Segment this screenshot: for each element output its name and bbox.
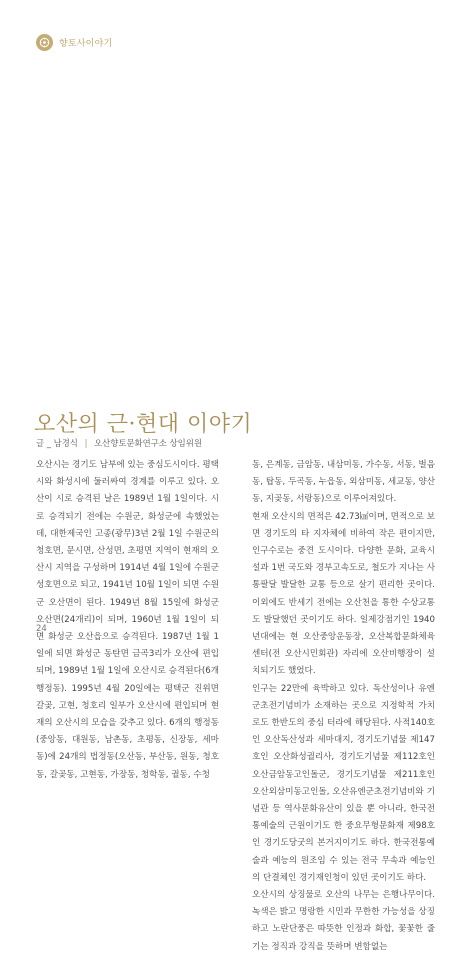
paragraph: 동, 은계동, 금암동, 내삼미동, 가수동, 서동, 벌음동, 탑동, 두곡동, 누읍동, 외삼미동, 세교동, 양산동, 지곶동, 서랑동)으로 이루어져있다. [252,460,435,505]
byline-author: 남경식 [53,438,78,448]
article-title: 오산의 근·현대 이야기 [34,412,253,437]
byline-separator: | [84,438,88,448]
section-name: 향토사이야기 [59,39,113,49]
paragraph: 오산시는 경기도 남부에 있는 중심도시이다. 평택시와 화성시에 둘러싸여 경계를 이루고 있다. 오산이 시로 승격된 날은 1989년 1월 1일이다. 시로 승격되기 전에는 수원군, 화성군에 속했었는데, 대한제국인 고종(광무)3년 2월 1일 수원군의 청호면, 문시면, 산성면, 초평면 지역이 현재의 오산시 지역을 구성하며 1914년 4월 1일에 수원군 성호면으로 되고, 1941년 10월 1일이 되면 수원군 오산면이 된다. 1949년 8월 15일에 화성군 오산면(24개리)이 되며, 1960년 1월 1일이 되면 화성군 오산읍으로 승격된다. 1987년 1월 1일에 되면 화성군 동탄면 금곡3리가 오산에 편입되며, 1989년 1월 1일에 오산시로 승격된다(6개 행정동). 1995년 4월 20일에는 평택군 진위면 갈곶, 고현, 청호리 일부가 오산시에 편입되며 현재의 오산시의 모습을 갖추고 있다. 6개의 행정동(중앙동, 대원동, 남촌동, 초평동, 신장동, 세마동)에 24개의 법정동(오산동, 부산동, 원동, 청호동, 갈곶동, 고현동, 가장동, 청학동, 궐동, 수청 [36,460,219,780]
byline-affiliation: 오산향토문화연구소 상임위원 [94,438,202,448]
page-header [36,34,112,51]
page-number: 24 [36,624,47,634]
left-column [36,457,219,784]
round-emblem-icon [36,34,53,51]
paragraph: 현재 오산시의 면적은 42.73㎢이며, 면적으로 보면 경기도의 타 지자체에 비하여 작은 편이지만, 인구수로는 중견 도시이다. 다양한 문화, 교육시설과 1번 국도와 경부고속도로, 철도가 지나는 사통팔달 발달한 교통 등으로 살기 편리한 곳이다. 이외에도 반세기 전에는 오산천을 통한 수상교통도 발달했던 곳이기도 하다. 일제강점기인 1940년대에는 현 오산중앙운동장, 오산복합문화체육센터(전 오산시민회관) 자리에 오산비행장이 설치되기도 했었다. [252,511,435,677]
byline [36,437,202,449]
right-column [252,457,435,956]
byline-label: 글 [36,438,45,448]
byline-dash: _ [46,438,51,448]
paragraph: 인구는 22만에 육박하고 있다. 독산성이나 유엔군초전기념비가 소재하는 곳으로 지정학적 가치로도 한반도의 중심 터라에 해당된다. 사적140호인 오산독산성과 세마대지, 경기도기념물 제147호인 오산화성궐리사, 경기도기념물 제112호인 오산금암동고인돌군, 경기도기념물 제211호인 오산외삼미동고인돌, 오산유엔군초전기념비와 기념관 등 역사문화유산이 있을 뿐 아니라, 한국전통예술의 근원이기도 한 중요무형문화재 제98호인 경기도당굿의 본거지이기도 하다. 한국전통예술과 예능의 원조임 수 있는 전국 무속과 예능인의 단결체인 경기재인청이 있던 곳이기도 하다. [252,683,435,883]
paragraph: 오산시의 상징물로 오산의 나무는 은행나무이다. 녹색은 밝고 명랑한 시민과 무한한 가능성을 상징하고 노란단풍은 따뜻한 인정과 화합, 꽃꽃한 줄기는 정직과 강직을 뜻하며 변함없는 [252,890,435,952]
